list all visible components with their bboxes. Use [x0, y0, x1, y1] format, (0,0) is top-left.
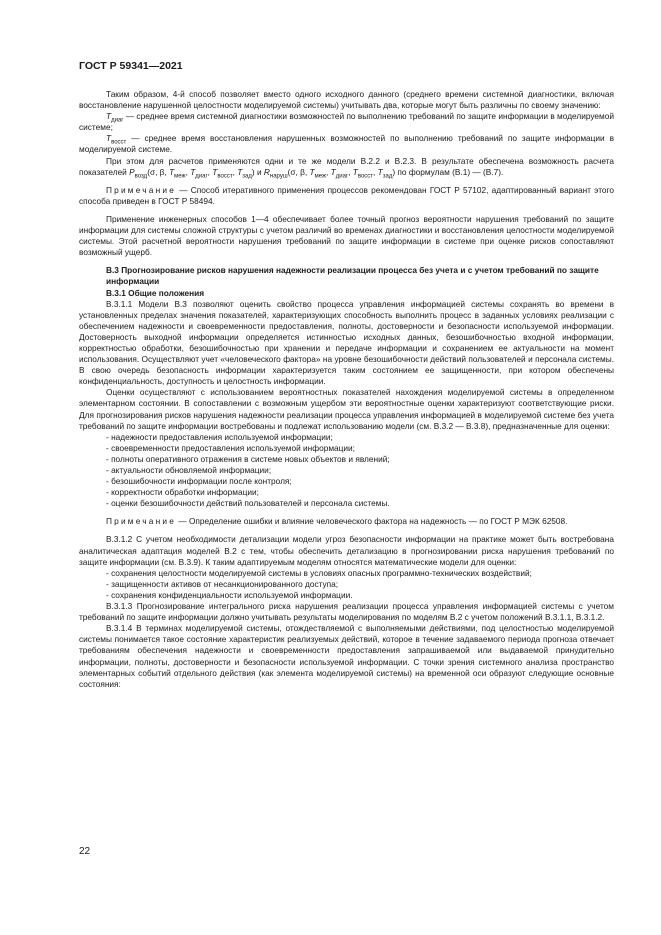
list-item: - сохранения целостности моделируемой системы в условиях опасных программно-технических воздействий; [106, 567, 532, 578]
list-item: - корректности обработки информации; [106, 487, 259, 498]
list-item: - своевременности предоставления используемой информации; [106, 442, 355, 453]
list-item: - оценки безошибочности действий пользователей и персонала системы. [106, 498, 390, 509]
paragraph: Применение инженерных способов 1—4 обеспечивает более точный прогноз вероятности нарушения требований по защите информации для системы сложной структуры с учетом различий во временах диагностики и восстановления целостности моделируемой системы. Этой расчетной вероятности нарушения требований по защите информации в системе при оценке рисков сопоставляют возможный ущерб. [79, 213, 614, 258]
note-label: Примечание [106, 184, 177, 195]
subsection-heading: В.3.1 Общие положения [106, 287, 205, 298]
document-body [79, 89, 614, 690]
paragraph: В.3.1.1 Модели В.3 позволяют оценить свойство процесса управления информацией системы сохранять во времени в установленных пределах значения показателей, характеризующих способность выполнить процесс в заданных условиях реализации с обеспечением надежности и своевременности предоставления, полноты, достоверности и безопасности используемой информации. Достоверность выходной информации определяется истинностью исходных данных, безошибочностью входной информации, корректностью обработки, безошибочностью при хранении и передаче информации и сохранением ее актуальности на момент использования. Осуществляют учет «человеческого фактора» на уровне безошибочности действий пользователей и персонала системы. В свою очередь безопасность информации характеризуется таким состоянием ее защищенности, при котором обеспечены конфиденциальность, доступность и целостность информации. [79, 298, 614, 387]
list-item: - полноты оперативного отражения в системе новых объектов и явлений; [106, 453, 390, 464]
list-item: - сохранения конфиденциальности используемой информации. [106, 589, 353, 600]
list-item: - защищенности активов от несанкционированного доступа; [106, 578, 339, 589]
paragraph: В.3.1.2 С учетом необходимости детализации модели угроз безопасности информации на практике может быть востребована аналитическая адаптация моделей В.2 с тем, чтобы обеспечить детализацию в прогнозировании риска нарушения требований по защите информации (см. В.3.9). К таким адаптируемым моделям относятся математические модели для оценки: [79, 534, 614, 567]
term-definition: $T_{восст}$ — среднее время восстановления нарушенных возможностей по выполнению требований по защите информации в моделируемой системе. [79, 133, 614, 155]
bullet-list [79, 432, 614, 510]
list-item: - надежности предоставления используемой информации; [106, 431, 333, 442]
paragraph: При этом для расчетов применяются одни и те же модели В.2.2 и В.2.3. В результате обеспечена возможность расчета показателей $P_{возд}(\sigma$, β, $T_{меж}$, $T_{диаг}$, $T_{восст}$, $T_{зад}$) и $R_{наруш}(\sigma$, β, $T_{меж}$, $T_{диаг}$, $T_{восст}$, $T_{зад}$) по формулам (В.1) — (В.7). [79, 155, 614, 180]
paragraph: В.3.1.3 Прогнозирование интегрального риска нарушения реализации процесса управления информацией системы с учетом требований по защите информации должно учитывать результаты моделирования по моделям В.2 с учетом положений В.3.1.1, В.3.1.2. [79, 601, 614, 623]
paragraph: Таким образом, 4-й способ позволяет вместо одного исходного данного (среднего времени системной диагностики, включая восстановление нарушенной целостности моделируемой системы) учитывать два, которые могут быть различны по своему значению: [79, 89, 614, 111]
bullet-list [79, 568, 614, 601]
note-label: Примечание [106, 516, 177, 527]
page-number: 22 [79, 846, 91, 857]
section-heading: В.3 Прогнозирование рисков нарушения надежности реализации процесса без учета и с учетом требований по защите информации [106, 265, 599, 287]
document-header: ГОСТ Р 59341—2021 [79, 60, 183, 72]
paragraph: В.3.1.4 В терминах моделируемой системы, отождествляемой с выполняемыми действиями, под целостностью моделируемой системы понимается такое состояние характеристик реализуемых действий, которое в течение задаваемого периода прогноза отвечает требованиям обеспечения надежности и своевременности предоставления запрашиваемой или выдаваемой принудительно информации, полноты, достоверности и безопасности используемой информации. С точки зрения системного анализа пространство элементарных событий отдельного действия (как элемента моделируемой системы) на временной оси образуют следующие основные состояния: [79, 623, 614, 689]
note: Примечание — Способ итеративного применения процессов рекомендован ГОСТ Р 57102, адаптированный вариант этого способа приведен в ГОСТ Р 58494. [79, 184, 614, 206]
paragraph: Оценки осуществляют с использованием вероятностных показателей нахождения моделируемой системы в определенном элементарном состоянии. В сопоставлении с возможным ущербом эти вероятностные оценки характеризуют соответствующие риски. Для прогнозирования рисков нарушения надежности реализации процесса управления информацией в моделируемой системе без учета требований по защите информации востребованы и подлежат использованию модели (см. В.3.2 — В.3.8), предназначенные для оценки: [79, 387, 614, 431]
term-definition: $T_{диаг}$ — среднее время системной диагностики возможностей по выполнению требований по защите информации в моделируемой системе; [79, 111, 614, 133]
list-item: - актуальности обновляемой информации; [106, 465, 272, 475]
list-item: - безошибочности информации после контроля; [106, 476, 292, 487]
note: Примечание — Определение ошибки и влияние человеческого фактора на надежность — по ГОСТ Р МЭК 62508. [106, 516, 568, 527]
